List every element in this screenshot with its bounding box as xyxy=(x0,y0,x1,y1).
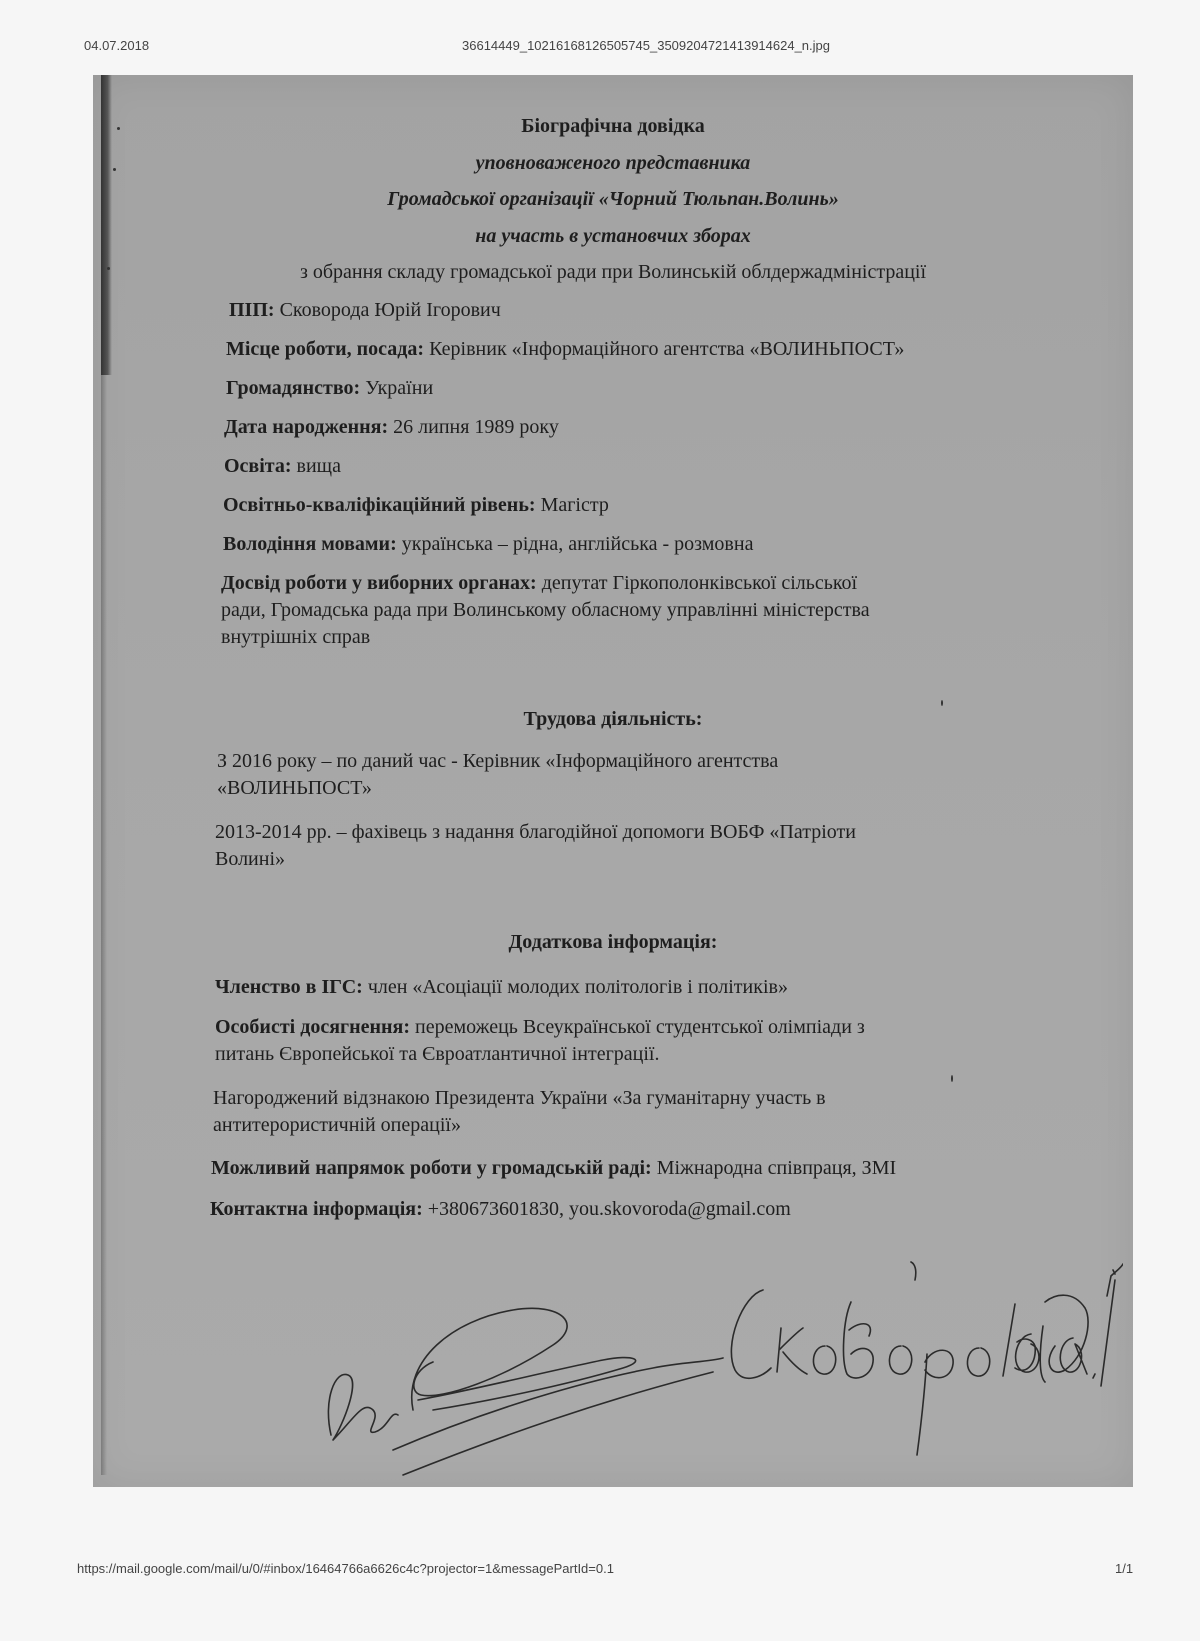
section-heading-additional: Додаткова інформація: xyxy=(508,931,718,953)
field-label: Місце роботи, посада: xyxy=(226,338,425,360)
print-filename: 36614449_10216168126505745_3509204721413914624_n.jpg xyxy=(462,38,830,53)
field-label: Освітньо-кваліфікаційний рівень: xyxy=(223,494,536,516)
work-entry: 2013-2014 рр. – фахівець з надання благодійної допомоги ВОБФ «Патріоти xyxy=(215,821,856,843)
field-label: Освіта: xyxy=(224,455,292,477)
field-workplace xyxy=(226,338,904,361)
field-label: Громадянство: xyxy=(226,377,361,399)
field-value: Керівник «Інформаційного агентства «ВОЛИНЬПОСТ» xyxy=(429,338,905,360)
field-qualification xyxy=(223,494,609,517)
section-heading-work: Трудова діяльність: xyxy=(523,708,703,730)
field-label: Володіння мовами: xyxy=(223,533,397,555)
field-direction xyxy=(211,1157,896,1180)
print-page-number: 1/1 xyxy=(1115,1561,1134,1576)
document-body xyxy=(93,75,1133,1487)
field-pib xyxy=(229,299,501,322)
award-text-continued: антитерористичній операції» xyxy=(213,1114,461,1136)
field-label: Можливий напрямок роботи у громадській раді: xyxy=(211,1157,652,1179)
field-value: член «Асоціації молодих політологів і політиків» xyxy=(367,976,788,998)
print-footer xyxy=(0,1561,1200,1581)
field-value: Сковорода Юрій Ігорович xyxy=(279,299,501,321)
field-languages xyxy=(223,533,753,556)
field-value: +380673601830, you.skovoroda@gmail.com xyxy=(427,1198,791,1220)
field-elected-continued: ради, Громадська рада при Волинському обласному управлінні міністерства xyxy=(221,599,870,621)
document-subtitle: на участь в установчих зборах xyxy=(475,225,751,247)
field-value: депутат Гіркополонківської сільської xyxy=(541,572,858,594)
document-subtitle: Громадської організації «Чорний Тюльпан.Волинь» xyxy=(387,188,839,210)
field-value: Міжнародна співпраця, ЗМІ xyxy=(656,1157,897,1179)
field-value: 26 липня 1989 року xyxy=(393,416,559,438)
document-subtitle: з обрання складу громадської ради при Волинській облдержадміністрації xyxy=(299,261,927,283)
field-citizenship xyxy=(226,377,433,400)
work-entry: З 2016 року – по даний час - Керівник «Інформаційного агентства xyxy=(217,750,779,772)
field-elected xyxy=(221,572,857,595)
scanned-document xyxy=(93,75,1133,1487)
print-header xyxy=(0,36,1200,56)
field-achievements-continued: питань Європейської та Євроатлантичної інтеграції. xyxy=(215,1043,660,1065)
print-url: https://mail.google.com/mail/u/0/#inbox/16464766a6626c4c?projector=1&messagePartId=0.1 xyxy=(77,1561,614,1576)
field-label: ПІП: xyxy=(229,299,275,321)
work-entry-continued: Волині» xyxy=(215,848,286,870)
field-value: України xyxy=(365,377,434,399)
handwritten-signature xyxy=(303,1250,1123,1485)
field-value: українська – рідна, англійська - розмовна xyxy=(401,533,754,555)
work-entry-continued: «ВОЛИНЬПОСТ» xyxy=(217,777,372,799)
award-text: Нагороджений відзнакою Президента України «За гуманітарну участь в xyxy=(213,1087,826,1109)
field-membership xyxy=(215,976,788,999)
field-label: Особисті досягнення: xyxy=(215,1016,411,1038)
field-label: Досвід роботи у виборних органах: xyxy=(221,572,537,594)
document-subtitle: уповноваженого представника xyxy=(475,152,751,174)
print-date: 04.07.2018 xyxy=(84,38,150,53)
field-value: вища xyxy=(296,455,341,477)
field-achievements xyxy=(215,1016,865,1039)
field-value: переможець Всеукраїнської студентської олімпіади з xyxy=(415,1016,865,1038)
document-title: Біографічна довідка xyxy=(521,115,705,137)
field-label: Контактна інформація: xyxy=(210,1198,423,1220)
field-education xyxy=(224,455,341,478)
field-birthdate xyxy=(224,416,559,439)
field-contact xyxy=(210,1198,791,1221)
field-elected-continued: внутрішніх справ xyxy=(221,626,371,648)
field-label: Дата народження: xyxy=(224,416,389,438)
field-value: Магістр xyxy=(540,494,609,516)
field-label: Членство в ІГС: xyxy=(215,976,363,998)
